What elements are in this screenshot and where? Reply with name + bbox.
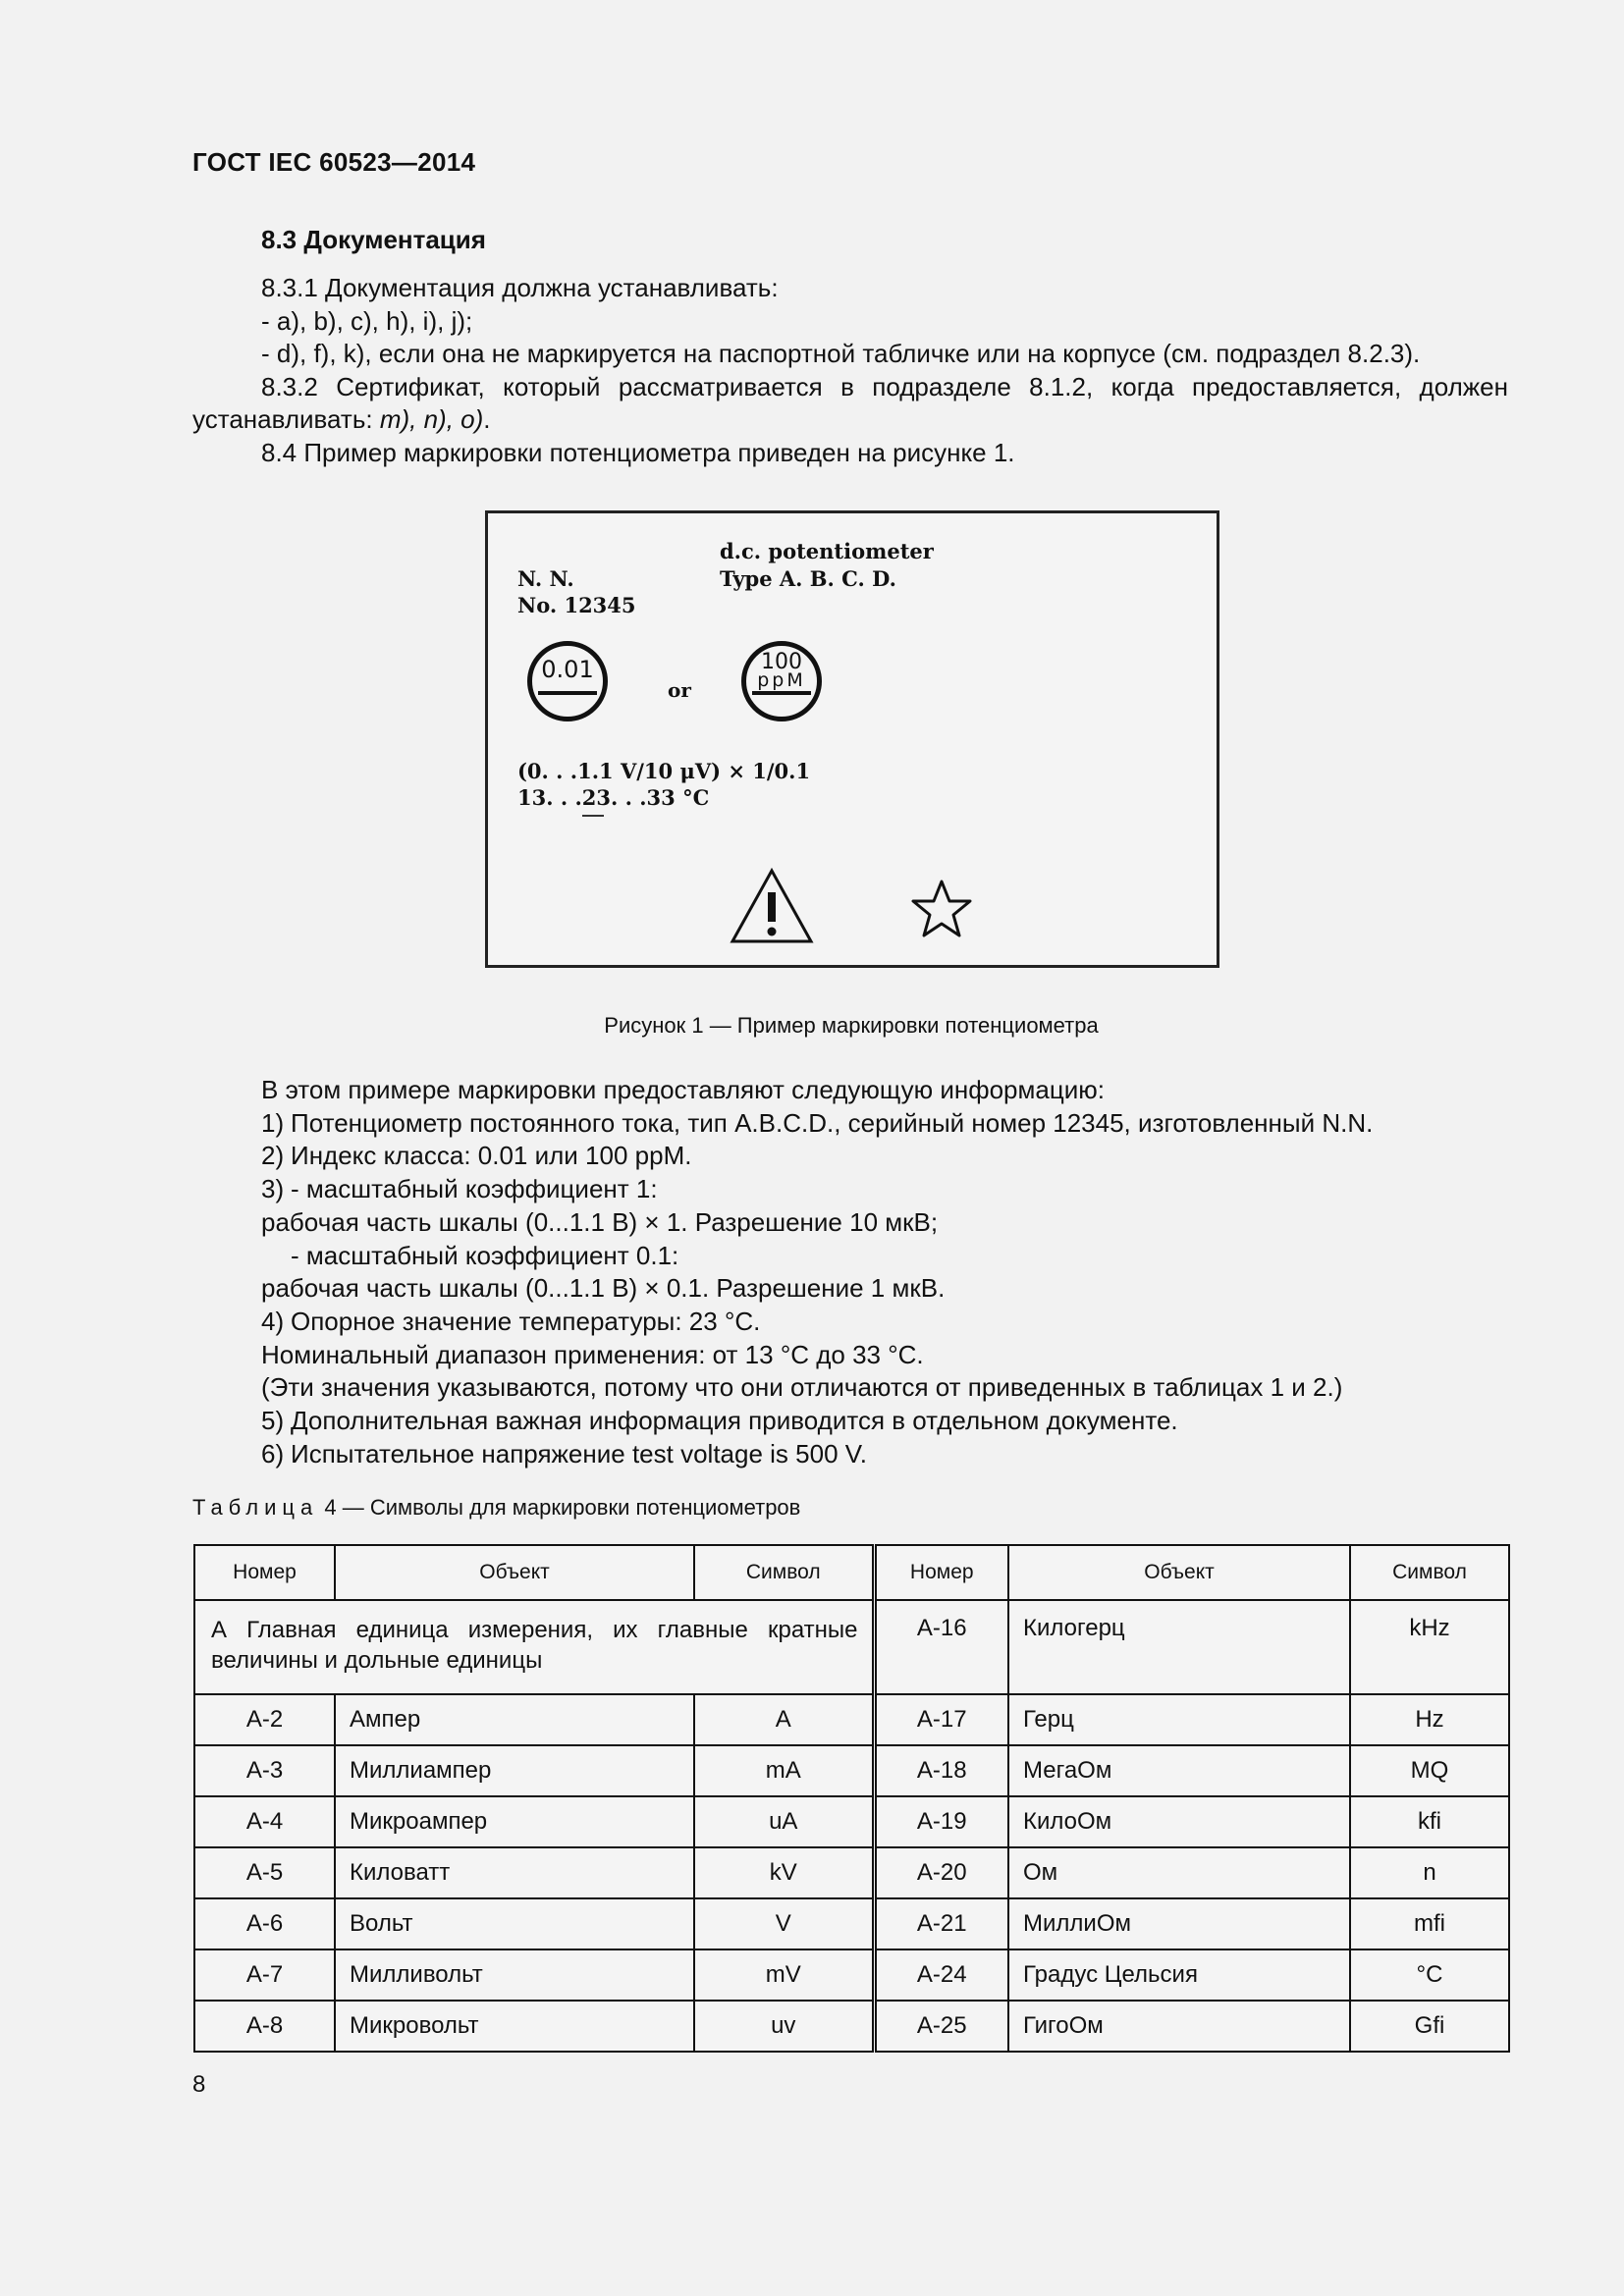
paragraph-italic: m), n), o) xyxy=(379,404,484,434)
list-number: 3) xyxy=(261,1174,285,1204)
list-text: Испытательное напряжение test voltage is 500 V. xyxy=(291,1438,867,1468)
column-header: Номер xyxy=(874,1545,1008,1600)
table-cell: ГигоОм xyxy=(1008,2001,1350,2052)
table-cell: А-2 xyxy=(194,1694,335,1745)
list-text: Потенциометр постоянного тока, тип A.B.C.D., серийный номер 12345, изготовленный N.N. xyxy=(291,1107,1374,1138)
table-row xyxy=(194,1694,1509,1745)
temperature-text: 13. . .23. . .33 °C xyxy=(517,785,710,810)
table-cell: Градус Цельсия xyxy=(1008,1949,1350,2001)
column-header: Объект xyxy=(1008,1545,1350,1600)
table-cell: mV xyxy=(694,1949,874,2001)
table-row xyxy=(194,2001,1509,2052)
paragraph xyxy=(192,403,1508,437)
table-cell: А-17 xyxy=(874,1694,1008,1745)
warning-triangle-icon xyxy=(729,867,815,945)
table-cell: А-16 xyxy=(874,1600,1008,1694)
table-cell: А-24 xyxy=(874,1949,1008,2001)
document-code: ГОСТ IEC 60523—2014 xyxy=(192,147,476,177)
table-header-row xyxy=(194,1545,1509,1600)
list-text: Опорное значение температуры: 23 °С. xyxy=(291,1306,761,1336)
list-item xyxy=(261,1306,1538,1339)
table-cell: МегаОм xyxy=(1008,1745,1350,1796)
table-cell: А-3 xyxy=(194,1745,335,1796)
table-cell: kHz xyxy=(1350,1600,1509,1694)
table-cell: MQ xyxy=(1350,1745,1509,1796)
symbols-table xyxy=(193,1544,1510,2053)
or-text: or xyxy=(668,678,691,702)
list-number: 1) xyxy=(261,1107,285,1138)
table-cell: Микроампер xyxy=(335,1796,694,1847)
column-header: Символ xyxy=(694,1545,874,1600)
table-cell: А-6 xyxy=(194,1898,335,1949)
table-cell: Hz xyxy=(1350,1694,1509,1745)
column-header: Номер xyxy=(194,1545,335,1600)
table-cell: А-4 xyxy=(194,1796,335,1847)
table-cell: МиллиОм xyxy=(1008,1898,1350,1949)
table-cell: uv xyxy=(694,2001,874,2052)
list-text: Индекс класса: 0.01 или 100 ppM. xyxy=(291,1141,692,1171)
list-item xyxy=(261,1173,1538,1206)
table-cell: Киловатт xyxy=(335,1847,694,1898)
section-title: 8.3 Документация xyxy=(261,225,486,254)
table-cell: А-25 xyxy=(874,2001,1008,2052)
table-row xyxy=(194,1949,1509,2001)
table-cell: kV xyxy=(694,1847,874,1898)
list-line: рабочая часть шкалы (0...1.1 В) × 1. Разрешение 10 мкВ; xyxy=(261,1206,939,1237)
paragraph: 8.3.1 Документация должна устанавливать: xyxy=(261,273,779,302)
table-cell: А-21 xyxy=(874,1898,1008,1949)
table-caption-label: Таблица xyxy=(192,1495,319,1520)
circle-underline xyxy=(752,691,811,695)
class-index-value: 0.01 xyxy=(541,656,594,683)
list-item xyxy=(261,1107,1538,1141)
list-line: Номинальный диапазон применения: от 13 °С до 33 °С. xyxy=(261,1339,924,1369)
table-cell: Ампер xyxy=(335,1694,694,1745)
table-row xyxy=(194,1847,1509,1898)
section-body xyxy=(192,272,1508,469)
list-number: 5) xyxy=(261,1406,285,1436)
marking-explanation xyxy=(261,1074,1538,1470)
table-cell: Ом xyxy=(1008,1847,1350,1898)
table-cell: mA xyxy=(694,1745,874,1796)
list-item xyxy=(261,1438,1538,1471)
table-cell: А-5 xyxy=(194,1847,335,1898)
table-cell: A xyxy=(694,1694,874,1745)
table-cell: А-20 xyxy=(874,1847,1008,1898)
table-cell: kfi xyxy=(1350,1796,1509,1847)
list-text: Дополнительная важная информация приводится в отдельном документе. xyxy=(291,1406,1178,1436)
table-cell: Gfi xyxy=(1350,2001,1509,2052)
table-cell: uA xyxy=(694,1796,874,1847)
table-cell: А-7 xyxy=(194,1949,335,2001)
table-cell: Микровольт xyxy=(335,2001,694,2052)
table-cell: n xyxy=(1350,1847,1509,1898)
figure-caption: Рисунок 1 — Пример маркировки потенциометра xyxy=(604,1013,1099,1038)
table-cell: °C xyxy=(1350,1949,1509,2001)
list-item xyxy=(261,1405,1538,1438)
table-cell: А-8 xyxy=(194,2001,335,2052)
table-cell: Миллиампер xyxy=(335,1745,694,1796)
paragraph: - a), b), c), h), i), j); xyxy=(261,305,473,336)
list-number: 6) xyxy=(261,1438,285,1468)
table-cell: Герц xyxy=(1008,1694,1350,1745)
table-cell: А-19 xyxy=(874,1796,1008,1847)
table-cell: КилоОм xyxy=(1008,1796,1350,1847)
ppm-value: 100 xyxy=(761,650,802,674)
list-line: - масштабный коэффициент 0.1: xyxy=(291,1240,679,1270)
device-type: Type A. B. C. D. xyxy=(720,566,896,591)
table-cell: V xyxy=(694,1898,874,1949)
class-index-circle xyxy=(527,641,608,721)
list-number: 4) xyxy=(261,1306,285,1336)
table-caption xyxy=(192,1495,800,1521)
paragraph: 8.4 Пример маркировки потенциометра приведен на рисунке 1. xyxy=(261,437,1015,467)
table-row xyxy=(194,1745,1509,1796)
table-row xyxy=(194,1898,1509,1949)
star-icon xyxy=(910,879,973,939)
device-name: d.c. potentiometer xyxy=(720,539,934,563)
table-cell: Вольт xyxy=(335,1898,694,1949)
column-header: Объект xyxy=(335,1545,694,1600)
table-row xyxy=(194,1600,1509,1694)
table-cell: mfi xyxy=(1350,1898,1509,1949)
ppm-unit: ppM xyxy=(757,669,806,691)
ppm-circle xyxy=(741,641,822,721)
list-intro: В этом примере маркировки предоставляют следующую информацию: xyxy=(261,1075,1105,1104)
list-number: 2) xyxy=(261,1141,285,1171)
table-cell: Милливольт xyxy=(335,1949,694,2001)
table-caption-text: 4 — Символы для маркировки потенциометров xyxy=(318,1495,801,1520)
table-cell: Килогерц xyxy=(1008,1600,1350,1694)
page-number: 8 xyxy=(192,2071,206,2098)
list-text: - масштабный коэффициент 1: xyxy=(291,1174,658,1204)
range-text: (0. . .1.1 V/10 μV) × 1/0.1 xyxy=(517,759,811,783)
manufacturer: N. N. xyxy=(517,566,574,591)
paragraph: 8.3.2 Сертификат, который рассматривается в подразделе 8.1.2, когда предоставляется, должен xyxy=(261,371,1508,401)
group-title: А Главная единица измерения, их главные кратные величины и дольные единицы xyxy=(194,1600,874,1694)
column-header: Символ xyxy=(1350,1545,1509,1600)
list-line: рабочая часть шкалы (0...1.1 В) × 0.1. Разрешение 1 мкВ. xyxy=(261,1273,946,1304)
reference-underline xyxy=(582,815,604,817)
serial-number: No. 12345 xyxy=(517,593,636,617)
list-line: (Эти значения указываются, потому что они отличаются от приведенных в таблицах 1 и 2.) xyxy=(261,1372,1343,1403)
table-cell: А-18 xyxy=(874,1745,1008,1796)
paragraph-text: устанавливать: xyxy=(192,404,380,434)
marking-figure xyxy=(485,510,1219,968)
list-item xyxy=(261,1140,1538,1173)
circle-underline xyxy=(538,691,597,695)
paragraph: - d), f), k), если она не маркируется на паспортной табличке или на корпусе (см. подраздел 8.2.3). xyxy=(261,339,1421,368)
table-row xyxy=(194,1796,1509,1847)
paragraph-text: . xyxy=(483,404,491,434)
